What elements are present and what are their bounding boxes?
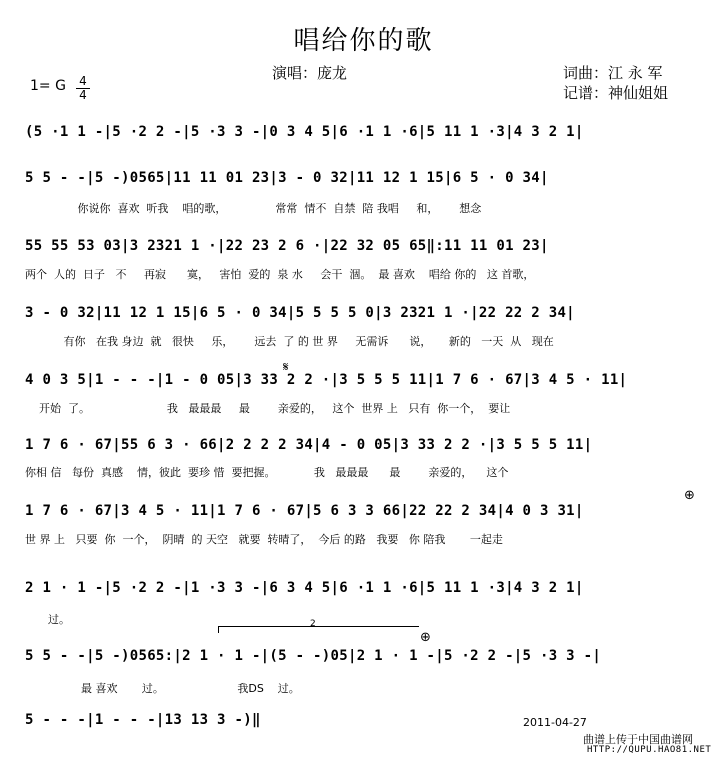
lyrics-row-7: 世 界 上 只要 你 一个， 阴晴 的 天空 就要 转晴了， 今后 的路 我要 你 陪我 一起走 bbox=[25, 533, 503, 546]
lyrics-row-2: 你说你 喜欢 听我 唱的歌， 常常 情不 自禁 陪 我唱 和， 想念 bbox=[25, 202, 482, 215]
singer-credit: 演唱：庞龙 bbox=[272, 64, 348, 82]
footer-site-name: 曲谱上传于中国曲谱网 bbox=[583, 733, 693, 746]
lyrics-row-6: 你相 信 每份 真感 情，彼此 要珍 惜 要把握。 我 最最最 最 亲爱的， 这个 bbox=[25, 466, 509, 479]
composer-credit: 词曲：江 永 军 bbox=[563, 64, 663, 82]
song-title: 唱给你的歌 bbox=[293, 26, 434, 56]
music-row-6: 1 7 6 · 67|55 6 3 · 66|2 2 2 2 34|4 - 0 05|3 33 2 2 ·|3 5 5 5 11| bbox=[25, 437, 593, 453]
time-signature bbox=[76, 76, 90, 101]
transcriber-credit: 记谱：神仙姐姐 bbox=[563, 84, 669, 102]
footer-url: HTTP://QUPU.HAO81.NET bbox=[587, 745, 712, 755]
transcription-date: 2011-04-27 bbox=[523, 716, 587, 729]
music-row-4: 3 - 0 32|11 12 1 15|6 5 · 0 34|5 5 5 5 0|3 2321 1 ·|22 22 2 34| bbox=[25, 305, 575, 321]
lyrics-row-4: 有你 在我 身边 就 很快 乐， 远去 了 的 世 界 无需诉 说， 新的 一天 从 现在 bbox=[25, 335, 554, 348]
segno-icon: 𝄋 bbox=[283, 360, 289, 375]
music-row-2: 5 5 - -|5 -)0565|11 11 01 23|3 - 0 32|11 12 1 15|6 5 · 0 34| bbox=[25, 170, 549, 186]
music-row-10: 5 - - -|1 - - -|13 13 3 -)‖ bbox=[25, 712, 261, 728]
music-row-9: 5 5 - -|5 -)0565:|2 1 · 1 -|(5 - -)05|2 1 · 1 -|5 ·2 2 -|5 ·3 3 -| bbox=[25, 648, 602, 664]
lyrics-row-3: 两个 人的 日子 不 再寂 寞， 害怕 爱的 泉 水 会干 涸。 最 喜欢 唱给 你的 这 首歌， bbox=[25, 268, 535, 281]
music-row-1: (5 ·1 1 -|5 ·2 2 -|5 ·3 3 -|0 3 4 5|6 ·1 1 ·6|5 11 1 ·3|4 3 2 1| bbox=[25, 124, 584, 140]
lyrics-row-5: 开始 了。 我 最最最 最 亲爱的， 这个 世界 上 只有 你一个， 要让 bbox=[25, 402, 511, 415]
music-row-7: 1 7 6 · 67|3 4 5 · 11|1 7 6 · 67|5 6 3 3 66|22 22 2 34|4 0 3 31| bbox=[25, 503, 584, 519]
coda-icon: ⊕ bbox=[684, 488, 695, 503]
key-signature: 1= G bbox=[30, 78, 66, 94]
lyrics-row-9: 最 喜欢 过。 我DS 过。 bbox=[25, 682, 300, 695]
music-row-5: 4 0 3 5|1 - - -|1 - 0 05|3 33 2 2 ·|3 5 5 5 11|1 7 6 · 67|3 4 5 · 11| bbox=[25, 372, 628, 388]
coda-icon-2: ⊕ bbox=[420, 630, 431, 645]
music-row-3: 55 55 53 03|3 2321 1 ·|22 23 2 6 ·|22 32 05 65‖:11 11 01 23| bbox=[25, 238, 549, 254]
volta-number: 2 bbox=[310, 619, 316, 629]
volta-bracket bbox=[218, 626, 419, 633]
time-sig-numerator: 4 bbox=[79, 74, 87, 88]
time-sig-denominator: 4 bbox=[79, 88, 87, 102]
lyrics-row-8: 过。 bbox=[48, 613, 70, 626]
music-row-8: 2 1 · 1 -|5 ·2 2 -|1 ·3 3 -|6 3 4 5|6 ·1 1 ·6|5 11 1 ·3|4 3 2 1| bbox=[25, 580, 584, 596]
